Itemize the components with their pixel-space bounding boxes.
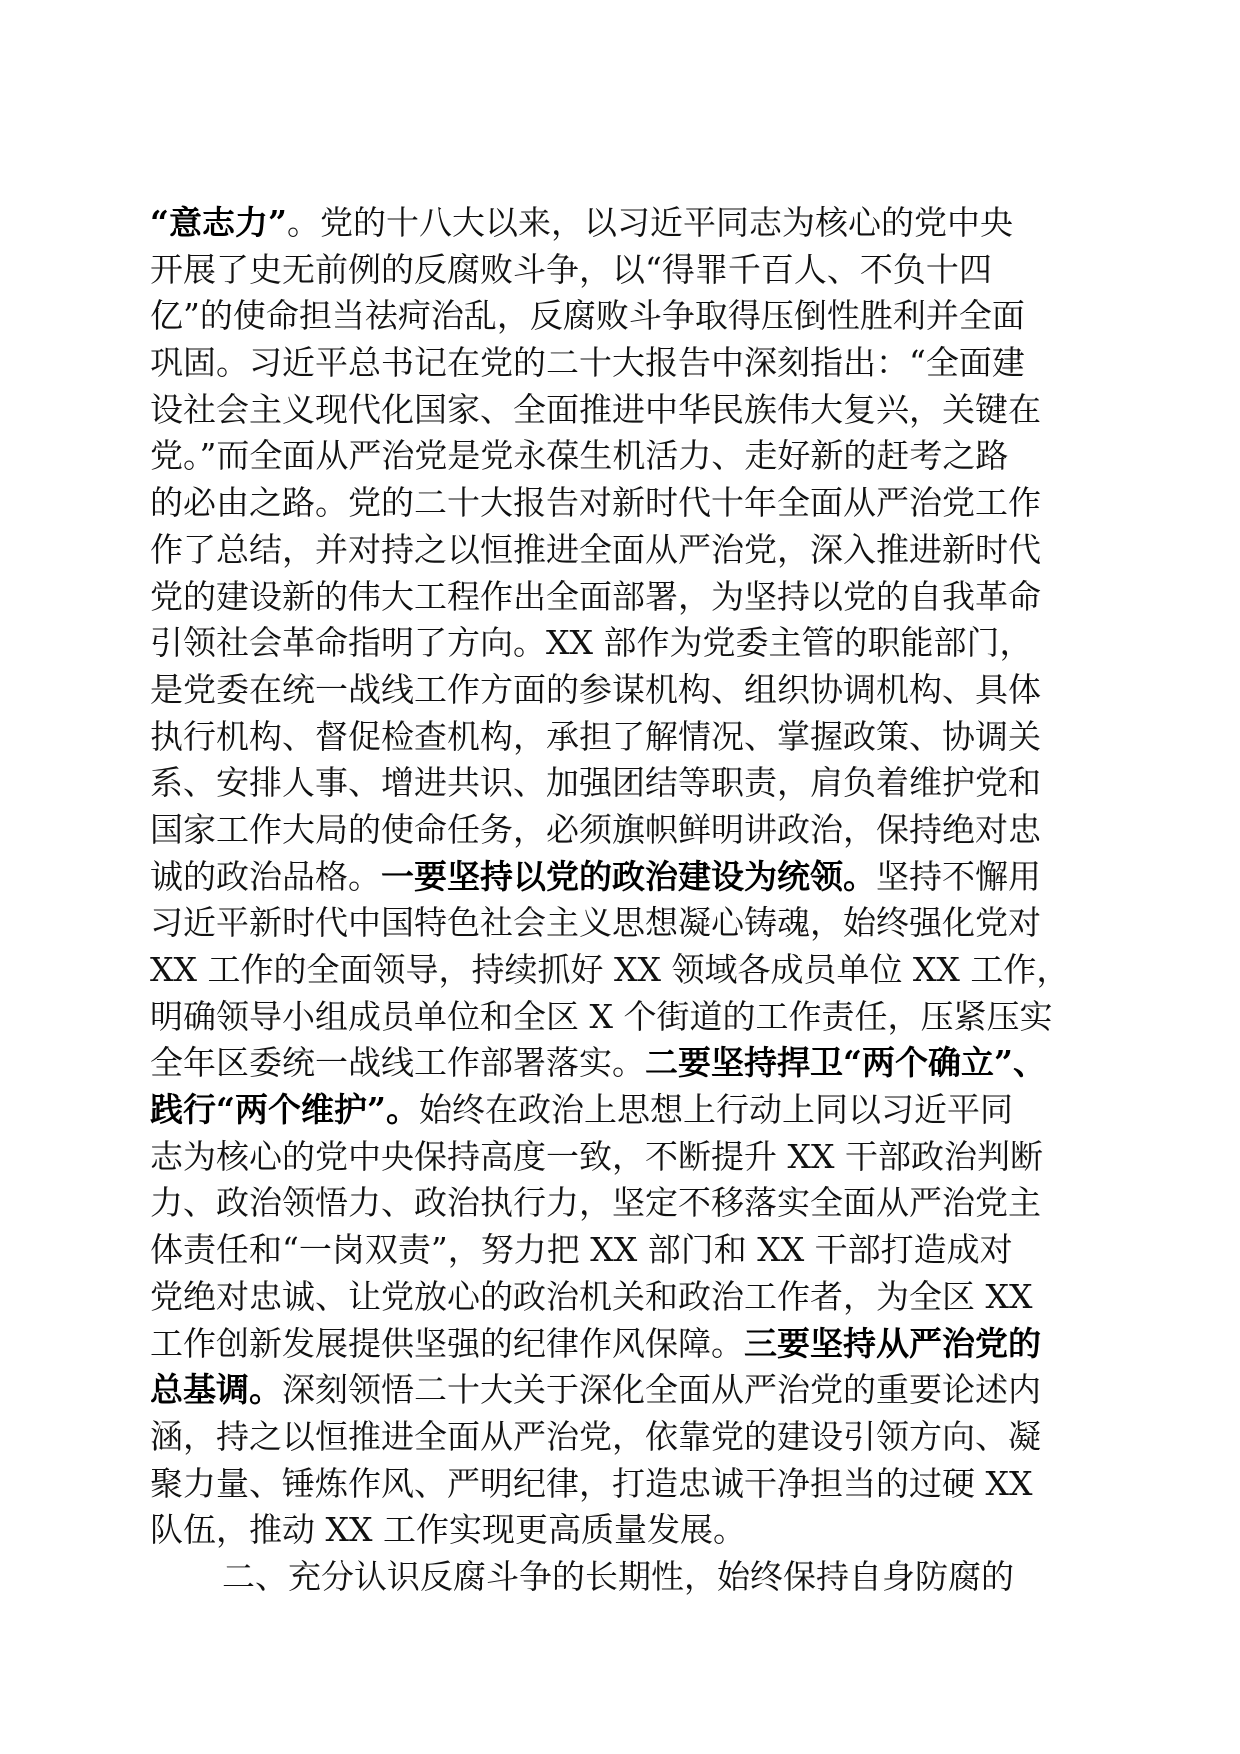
- text-line: [150, 527, 1090, 574]
- text-line: [150, 714, 1090, 761]
- text-line: [150, 574, 1090, 621]
- text-span: 诚的政治品格。: [150, 856, 381, 896]
- text-line: [150, 1367, 1090, 1414]
- bold-key-point-3-cont: 总基调。: [150, 1370, 282, 1410]
- text-line: [150, 1087, 1090, 1134]
- text-line: [150, 947, 1090, 994]
- text-line: [150, 247, 1090, 294]
- text-span: 体责任和“一岗双责”，努力把 XX 部门和 XX 干部打造成对: [150, 1230, 1013, 1270]
- text-line: [150, 807, 1090, 854]
- text-span: “意志力”: [150, 203, 287, 242]
- text-span: 引领社会革命指明了方向。XX 部作为党委主管的职能部门，: [150, 623, 1033, 663]
- text-line: [150, 293, 1090, 340]
- text-span: 力、政治领悟力、政治执行力，坚定不移落实全面从严治党主: [150, 1183, 1041, 1223]
- text-span: XX 工作的全面领导，持续抓好 XX 领域各成员单位 XX 工作，: [150, 950, 1070, 989]
- text-line: [150, 1274, 1090, 1321]
- section-heading-text: 二、充分认识反腐斗争的长期性，始终保持自身防腐的: [222, 1556, 1014, 1596]
- text-line: [150, 1227, 1090, 1274]
- text-span: 设社会主义现代化国家、全面推进中华民族伟大复兴，关键在: [150, 389, 1041, 429]
- text-span: 习近平新时代中国特色社会主义思想凝心铸魂，始终强化党对: [150, 903, 1041, 943]
- text-line: [150, 1134, 1090, 1181]
- bold-key-point-1: 一要坚持以党的政治建设为统领。: [381, 856, 876, 896]
- text-line: [150, 1321, 1090, 1368]
- text-span: 党。”而全面从严治党是党永葆生机活力、走好新的赶考之路: [150, 436, 1009, 476]
- text-span: 深刻领悟二十大关于深化全面从严治党的重要论述内: [282, 1370, 1041, 1410]
- text-line: [150, 340, 1090, 387]
- bold-key-point-2-cont: 践行“两个维护”。: [150, 1090, 419, 1130]
- text-line: [150, 1040, 1090, 1087]
- text-span: 作了总结，并对持之以恒推进全面从严治党，深入推进新时代: [150, 529, 1041, 569]
- text-span: 坚持不懈用: [876, 856, 1041, 896]
- text-line: [150, 854, 1090, 901]
- text-span: 全年区委统一战线工作部署落实。: [150, 1043, 645, 1083]
- text-line: [150, 667, 1090, 714]
- text-span: 涵，持之以恒推进全面从严治党，依靠党的建设引领方向、凝: [150, 1416, 1041, 1456]
- text-span: 是党委在统一战线工作方面的参谋机构、组织协调机构、具体: [150, 669, 1041, 709]
- text-span: 的必由之路。党的二十大报告对新时代十年全面从严治党工作: [150, 483, 1041, 523]
- section-heading: [150, 1554, 1090, 1601]
- text-span: 志为核心的党中央保持高度一致，不断提升 XX 干部政治判断: [150, 1136, 1043, 1176]
- text-span: 。党的十八大以来，以习近平同志为核心的党中央: [286, 203, 1013, 242]
- text-span: 党绝对忠诚、让党放心的政治机关和政治工作者，为全区 XX: [150, 1276, 1033, 1316]
- text-span: 工作创新发展提供坚强的纪律作风保障。: [150, 1323, 744, 1363]
- text-span: 国家工作大局的使命任务，必须旗帜鲜明讲政治，保持绝对忠: [150, 809, 1041, 849]
- text-span: 始终在政治上思想上行动上同以习近平同: [418, 1090, 1013, 1130]
- text-line: [150, 760, 1090, 807]
- text-line: [150, 200, 1090, 247]
- text-span: 党的建设新的伟大工程作出全面部署，为坚持以党的自我革命: [150, 576, 1041, 616]
- text-line: [150, 994, 1090, 1041]
- text-span: 巩固。习近平总书记在党的二十大报告中深刻指出：“全面建: [150, 343, 1025, 383]
- text-line: [150, 1414, 1090, 1461]
- text-span: 开展了史无前例的反腐败斗争，以“得罪千百人、不负十四: [150, 249, 992, 289]
- bold-key-point-2: 二要坚持捍卫“两个确立”、: [645, 1043, 1046, 1083]
- text-line: [150, 1180, 1090, 1227]
- text-line: [150, 480, 1090, 527]
- text-line: [150, 900, 1090, 947]
- text-line: [150, 433, 1090, 480]
- text-line: [150, 1507, 1090, 1554]
- text-line: [150, 1461, 1090, 1508]
- text-line: [150, 620, 1090, 667]
- text-span: 执行机构、督促检查机构，承担了解情况、掌握政策、协调关: [150, 716, 1041, 756]
- bold-key-point-3: 三要坚持从严治党的: [744, 1323, 1041, 1363]
- text-span: 队伍，推动 XX 工作实现更高质量发展。: [150, 1510, 746, 1550]
- text-span: 明确领导小组成员单位和全区 X 个街道的工作责任，压紧压实: [150, 996, 1053, 1036]
- body-text: [150, 200, 1090, 1601]
- text-span: 系、安排人事、增进共识、加强团结等职责，肩负着维护党和: [150, 763, 1041, 803]
- text-line: [150, 387, 1090, 434]
- text-span: 亿”的使命担当祛疴治乱，反腐败斗争取得压倒性胜利并全面: [150, 296, 1025, 336]
- text-span: 聚力量、锤炼作风、严明纪律，打造忠诚干净担当的过硬 XX: [150, 1463, 1033, 1503]
